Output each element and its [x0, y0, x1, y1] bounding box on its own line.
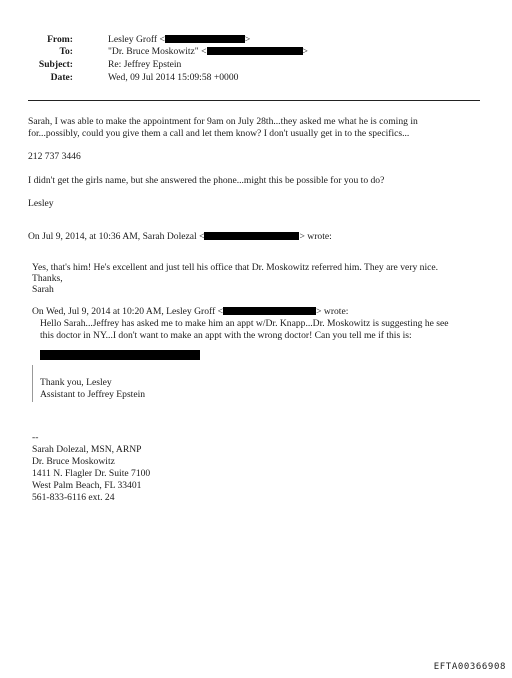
quote1-attribution-start: On Jul 9, 2014, at 10:36 AM, Sarah Dolezal <	[28, 231, 205, 242]
quote2-role: Assistant to Jeffrey Epstein	[40, 389, 146, 400]
from-label: From:	[47, 34, 73, 45]
quote2-attribution-end: > wrote:	[316, 306, 349, 317]
signature-phone: 561-833-6116 ext. 24	[32, 492, 115, 503]
body-paragraph-line: for...possibly, could you give them a call and let them know? I don't usually get in to the specifics...	[28, 128, 410, 139]
redaction-bar	[40, 350, 200, 360]
quote1-attribution	[28, 231, 332, 243]
signature-doctor: Dr. Bruce Moskowitz	[32, 456, 115, 467]
quote-bar	[32, 365, 33, 402]
from-value	[108, 34, 250, 46]
redaction-bar	[165, 35, 245, 44]
date-label: Date:	[50, 72, 73, 83]
body-paragraph-line: Sarah, I was able to make the appointment for 9am on July 28th...they asked me what he is coming in	[28, 116, 418, 127]
header-divider	[28, 100, 480, 101]
to-value	[108, 46, 308, 58]
redaction-bar	[207, 47, 303, 56]
subject-label: Subject:	[38, 59, 73, 70]
redaction-bar	[223, 307, 316, 316]
to-label: To:	[59, 46, 73, 57]
quote1-attribution-end: > wrote:	[299, 231, 332, 242]
signature-street: 1411 N. Flagler Dr. Suite 7100	[32, 468, 151, 479]
quote1-line: Yes, that's him! He's excellent and just tell his office that Dr. Moskowitz referred him. They are very nice.	[32, 262, 439, 273]
document-id: EFTA00366908	[433, 662, 506, 672]
quote1-line: Thanks,	[32, 273, 63, 284]
quote2-attribution-start: On Wed, Jul 9, 2014 at 10:20 AM, Lesley Groff <	[32, 306, 224, 317]
signature-name: Sarah Dolezal, MSN, ARNP	[32, 444, 142, 455]
subject-value: Re: Jeffrey Epstein	[108, 59, 182, 70]
to-end: >	[302, 46, 308, 57]
redaction-bar	[204, 232, 299, 241]
from-end: >	[244, 34, 251, 45]
signature-city: West Palm Beach, FL 33401	[32, 480, 142, 491]
signature-dashes: --	[32, 432, 39, 443]
redacted-doctor-info	[40, 350, 200, 362]
quote2-thanks: Thank you, Lesley	[40, 377, 112, 388]
quote2-line: Hello Sarah...Jeffrey has asked me to make him an appt w/Dr. Knapp...Dr. Moskowitz is suggesting he see	[40, 318, 449, 329]
quote2-attribution	[32, 306, 348, 318]
to-name: "Dr. Bruce Moskowitz" <	[108, 46, 207, 57]
body-signoff: Lesley	[28, 198, 54, 209]
body-paragraph-line: I didn't get the girls name, but she answered the phone...might this be possible for you to do?	[28, 175, 385, 186]
quote1-line: Sarah	[32, 284, 54, 295]
quote2-line: this doctor in NY...I don't want to make an appt with the wrong doctor! Can you tell me if this is:	[40, 330, 412, 341]
from-name: Lesley Groff <	[108, 34, 165, 45]
date-value: Wed, 09 Jul 2014 15:09:58 +0000	[108, 72, 239, 83]
body-phone: 212 737 3446	[28, 151, 81, 162]
